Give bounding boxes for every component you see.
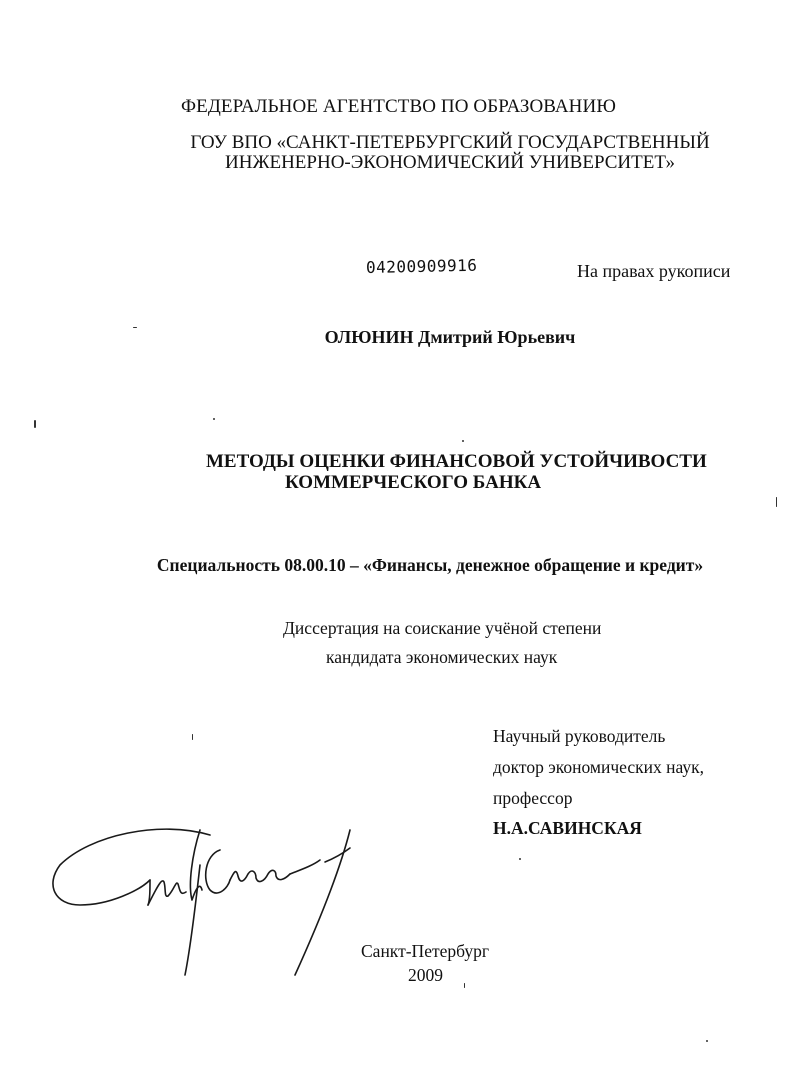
university-name-line1: ГОУ ВПО «САНКТ-ПЕТЕРБУРГСКИЙ ГОСУДАРСТВЕННЫЙ — [190, 132, 710, 153]
supervisor-role: Научный руководитель — [493, 726, 666, 746]
manuscript-rights-note: На правах рукописи — [577, 261, 731, 281]
scan-speck — [213, 418, 215, 420]
degree-line1: Диссертация на соискание учёной степени — [283, 618, 602, 638]
degree-line2: кандидата экономических наук — [326, 647, 558, 667]
supervisor-rank: профессор — [493, 788, 573, 808]
year: 2009 — [408, 965, 443, 985]
scan-speck — [133, 327, 137, 328]
author-name: ОЛЮНИН Дмитрий Юрьевич — [324, 327, 576, 347]
scan-speck — [464, 983, 465, 988]
specialty-line: Специальность 08.00.10 – «Финансы, денежное обращение и кредит» — [156, 555, 704, 575]
university-name-line2: ИНЖЕНЕРНО-ЭКОНОМИЧЕСКИЙ УНИВЕРСИТЕТ» — [225, 152, 675, 173]
thesis-title-line2: КОММЕРЧЕСКОГО БАНКА — [285, 472, 542, 493]
scan-speck — [519, 858, 521, 860]
city: Санкт-Петербург — [361, 941, 490, 961]
agency-name: ФЕДЕРАЛЬНОЕ АГЕНТСТВО ПО ОБРАЗОВАНИЮ — [181, 96, 616, 117]
scan-speck — [462, 440, 464, 442]
scan-speck — [776, 497, 777, 507]
thesis-title-line1: МЕТОДЫ ОЦЕНКИ ФИНАНСОВОЙ УСТОЙЧИВОСТИ — [206, 451, 707, 472]
barcode-number: 04200909916 — [365, 255, 478, 277]
scan-speck — [706, 1040, 708, 1042]
handwritten-signature — [50, 810, 370, 990]
supervisor-degree: доктор экономических наук, — [493, 757, 704, 777]
supervisor-name: Н.А.САВИНСКАЯ — [493, 818, 642, 838]
scan-speck — [34, 420, 36, 428]
scan-speck — [192, 734, 193, 740]
